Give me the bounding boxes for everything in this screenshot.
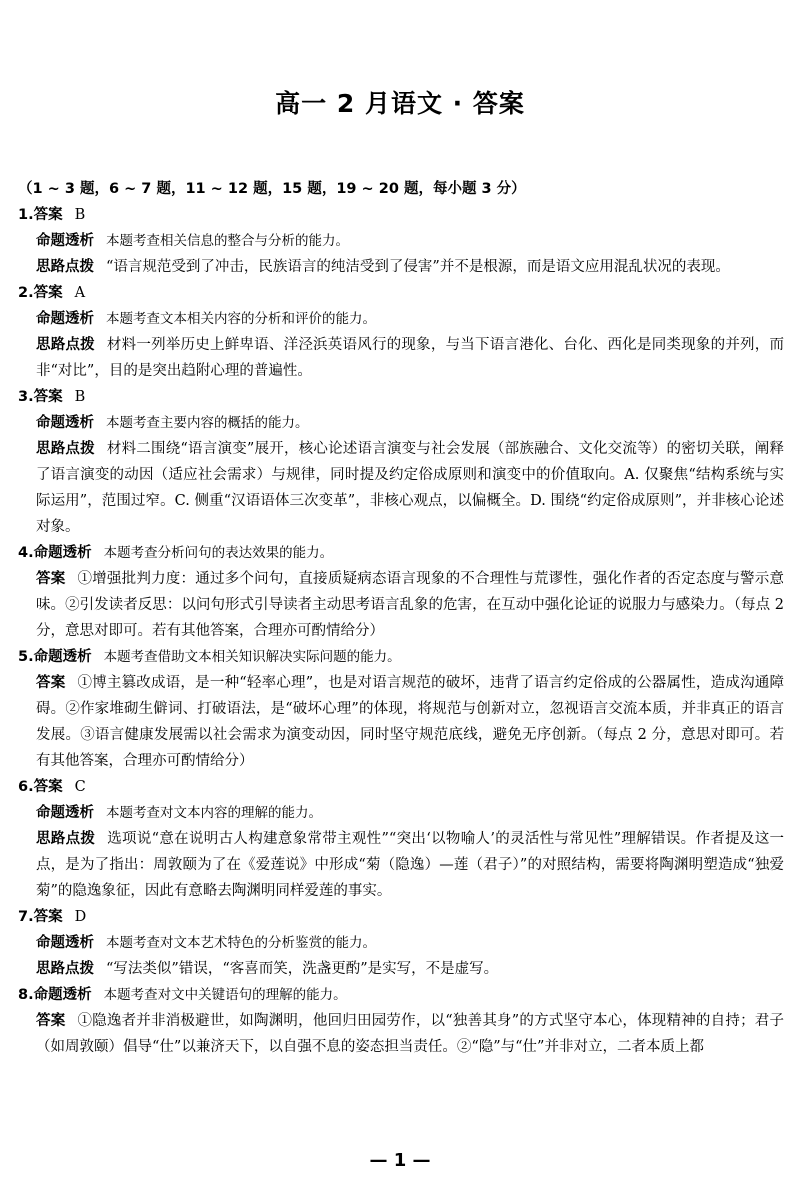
q6-answer-row (18, 774, 784, 800)
scoring-note: （1 ~ 3 题，6 ~ 7 题，11 ~ 12 题，15 题，19 ~ 20 题，每小题 3 分） (18, 181, 526, 197)
q3-tips (18, 436, 784, 540)
answer-label: 答案 (33, 909, 63, 925)
q1-tips (18, 254, 784, 280)
answer-choice: A (74, 285, 86, 301)
q1-answer-row (18, 202, 784, 228)
answer-content (18, 176, 784, 1060)
q7-analysis (18, 930, 784, 956)
question-number: 8. (18, 987, 34, 1003)
question-number: 5. (18, 649, 34, 665)
analysis-text: 本题考查相关信息的整合与分析的能力。 (106, 233, 349, 249)
answer-label: 答案 (36, 571, 66, 587)
analysis-label: 命题透析 (36, 415, 94, 431)
analysis-text: 本题考查分析问句的表达效果的能力。 (103, 545, 334, 561)
analysis-label: 命题透析 (33, 987, 92, 1003)
tips-text: “写法类似”错误，“客喜而笑，洗盏更酌”是实写，不是虚写。 (106, 961, 499, 977)
tips-label: 思路点拨 (36, 831, 96, 847)
question-number: 1. (18, 207, 34, 223)
analysis-label: 命题透析 (33, 545, 92, 561)
answer-text: ①隐逸者并非消极避世，如陶渊明，他回归田园劳作，以“独善其身”的方式坚守本心，体现精神的自持；君子（如周敦颐）倡导“仕”以兼济天下，以自强不息的姿态担当责任。②“隐”与“仕”并非对立，二者本质上都 (36, 1013, 785, 1055)
analysis-label: 命题透析 (33, 649, 92, 665)
analysis-text: 本题考查借助文本相关知识解决实际问题的能力。 (103, 649, 401, 665)
answer-label: 答案 (33, 207, 63, 223)
answer-choice: B (74, 207, 86, 223)
q5-analysis-row (18, 644, 784, 670)
question-number: 7. (18, 909, 34, 925)
q8-analysis-row (18, 982, 784, 1008)
q7-tips (18, 956, 784, 982)
q3-analysis (18, 410, 784, 436)
analysis-label: 命题透析 (36, 233, 94, 249)
answer-choice: D (74, 909, 87, 925)
q2-tips (18, 332, 784, 384)
q6-tips (18, 826, 784, 904)
answer-text: ①博主篡改成语，是一种“轻率心理”，也是对语言规范的破坏，违背了语言约定俗成的公器属性，造成沟通障碍。②作家堆砌生僻词、打破语法，是“破坏心理”的体现，将规范与创新对立，忽视语言交流本质，并非真正的语言发展。③语言健康发展需以社会需求为演变动因，同时坚守规范底线，避免无序创新。（每点 2 分，意思对即可。若有其他答案，合理亦可酌情给分） (36, 675, 785, 769)
answer-label: 答案 (36, 675, 66, 691)
q2-answer-row (18, 280, 784, 306)
question-number: 2. (18, 285, 34, 301)
answer-label: 答案 (33, 285, 63, 301)
answer-label: 答案 (33, 779, 63, 795)
tips-text: 材料一列举历史上鲜卑语、洋泾浜英语风行的现象，与当下语言港化、台化、西化是同类现象的并列，而非“对比”，目的是突出趋附心理的普遍性。 (36, 337, 785, 379)
answer-label: 答案 (36, 1013, 66, 1029)
answer-label: 答案 (33, 389, 63, 405)
tips-text: “语言规范受到了冲击，民族语言的纯洁受到了侵害”并不是根源，而是语文应用混乱状况的表现。 (106, 259, 730, 275)
tips-text: 选项说“意在说明古人构建意象常带主观性”“突出‘以物喻人’的灵活性与常见性”理解错误。作者提及这一点，是为了指出：周敦颐为了在《爱莲说》中形成“菊（隐逸）—莲（君子）”的对照结构，需要将陶渊明塑造成“独爱菊”的隐逸象征，因此有意略去陶渊明同样爱莲的事实。 (36, 831, 784, 899)
q8-answer (18, 1008, 784, 1060)
tips-label: 思路点拨 (36, 259, 94, 275)
question-number: 6. (18, 779, 34, 795)
q3-answer-row (18, 384, 784, 410)
q2-analysis (18, 306, 784, 332)
tips-text: 材料二围绕“语言演变”展开，核心论述语言演变与社会发展（部族融合、文化交流等）的密切关联，阐释了语言演变的动因（适应社会需求）与规律，同时提及约定俗成原则和演变中的价值取向。A. 仅聚焦“结构系统与实际运用”，范围过窄。C. 侧重“汉语语体三次变革”，非核心观点，以偏概全。D. 围绕“约定俗成原则”，并非核心论述对象。 (36, 441, 784, 535)
q6-analysis (18, 800, 784, 826)
analysis-text: 本题考查文本相关内容的分析和评价的能力。 (106, 311, 376, 327)
q4-answer (18, 566, 784, 644)
question-number: 4. (18, 545, 34, 561)
tips-label: 思路点拨 (36, 961, 94, 977)
analysis-text: 本题考查对文本艺术特色的分析鉴赏的能力。 (106, 935, 376, 951)
answer-text: ①增强批判力度：通过多个问句，直接质疑病态语言现象的不合理性与荒谬性，强化作者的否定态度与警示意味。②引发读者反思：以问句形式引导读者主动思考语言乱象的危害，在互动中强化论证的说服力与感染力。（每点 2 分，意思对即可。若有其他答案，合理亦可酌情给分） (36, 571, 784, 639)
tips-label: 思路点拨 (36, 337, 95, 353)
analysis-label: 命题透析 (36, 311, 94, 327)
page-number: — 1 — (369, 1150, 431, 1171)
analysis-label: 命题透析 (36, 935, 94, 951)
q5-answer (18, 670, 784, 774)
answer-choice: B (74, 389, 86, 405)
q4-analysis-row (18, 540, 784, 566)
answer-choice: C (74, 779, 86, 795)
tips-label: 思路点拨 (36, 441, 95, 457)
q7-answer-row (18, 904, 784, 930)
q1-analysis (18, 228, 784, 254)
analysis-text: 本题考查主要内容的概括的能力。 (106, 415, 309, 431)
question-number: 3. (18, 389, 34, 405)
analysis-text: 本题考查对文本内容的理解的能力。 (106, 805, 322, 821)
analysis-text: 本题考查对文中关键语句的理解的能力。 (103, 987, 347, 1003)
analysis-label: 命题透析 (36, 805, 94, 821)
page-title: 高一 2 月语文 · 答案 (275, 89, 525, 118)
